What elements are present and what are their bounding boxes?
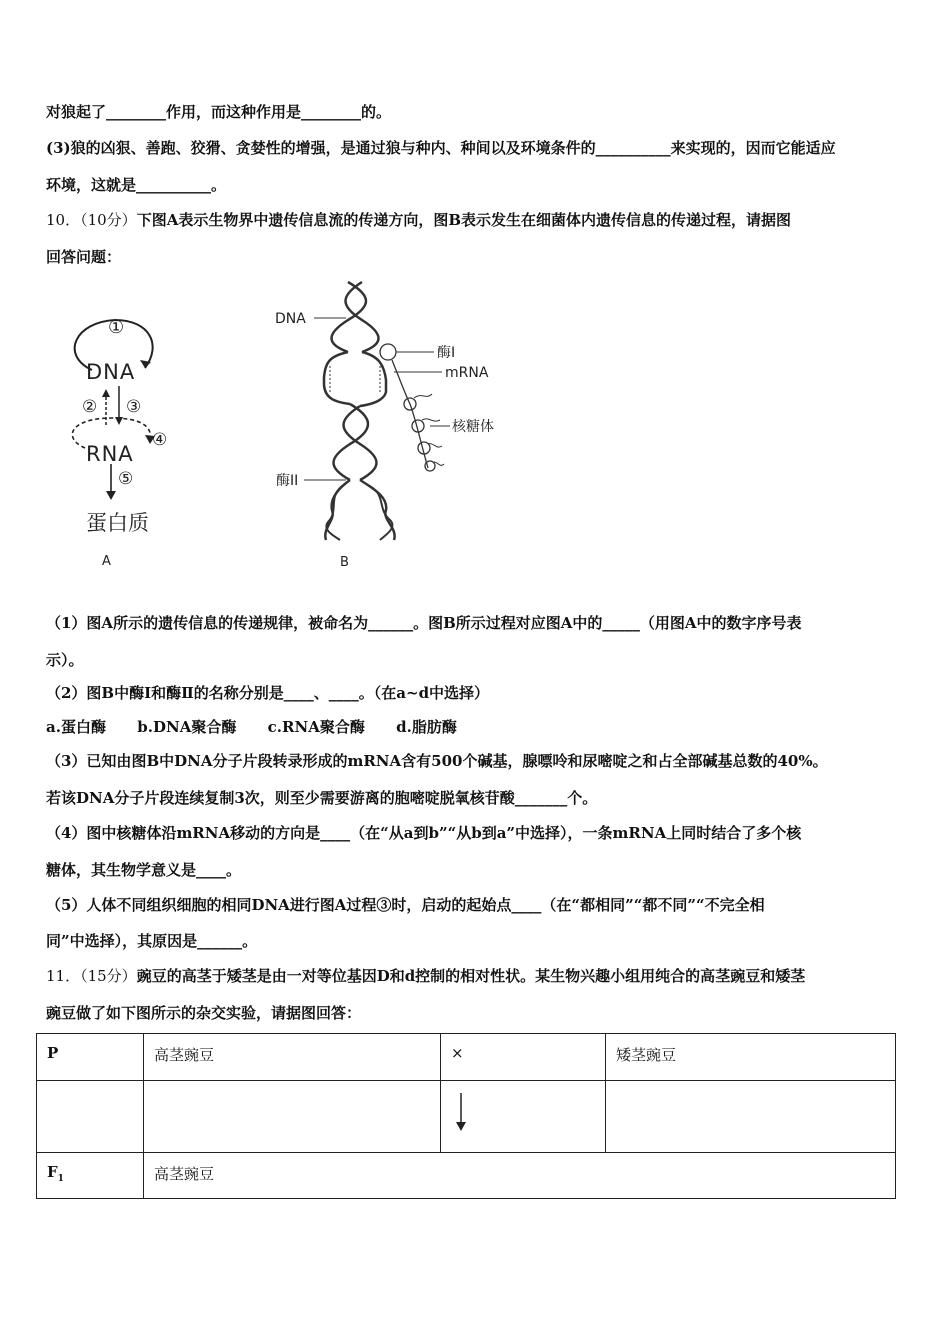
q10-part-3-cont: 若该DNA分子片段连续复制3次，则至少需要游离的胞嘧啶脱氧核苷酸_______个。 <box>46 789 598 807</box>
q10-part-5: （5）人体不同组织细胞的相同DNA进行图A过程③时，启动的起始点____（在“都相同”“都不同”“不完全相 <box>46 896 765 914</box>
label-mrna: mRNA <box>445 365 489 381</box>
label-1: ① <box>108 317 125 338</box>
text-line-3: 环境，这就是__________。 <box>46 176 227 194</box>
cell-p-tall: 高茎豌豆 <box>144 1034 441 1081</box>
label-protein: 蛋白质 <box>86 511 149 535</box>
mrna-strand <box>392 360 428 468</box>
label-2: ② <box>82 397 98 417</box>
q10-part-4: （4）图中核糖体沿mRNA移动的方向是____（在“从a到b”“从b到a”中选择），一条mRNA上同时结合了多个核 <box>46 824 802 842</box>
question-11-text: 豌豆的高茎于矮茎是由一对等位基因D和d控制的相对性状。某生物兴趣小组用纯合的高茎豌豆和矮茎 <box>136 967 806 985</box>
cross-experiment-table <box>36 1033 896 1199</box>
cell-arrow <box>441 1081 606 1153</box>
label-enzyme-i: 酶I <box>437 345 456 361</box>
question-10-stem-2: 回答问题： <box>46 248 122 266</box>
question-11-stem-2: 豌豆做了如下图所示的杂交实验，请据图回答： <box>46 1004 362 1022</box>
q10-part-5-cont: 同”中选择），其原因是______。 <box>46 932 258 950</box>
q10-part-4-cont: 糖体，其生物学意义是____。 <box>46 861 242 879</box>
cell-cross: × <box>441 1034 606 1081</box>
label-ribosome: 核糖体 <box>452 419 494 435</box>
q10-part-1-cont: 示）。 <box>46 651 84 669</box>
caption-b: B <box>340 555 349 570</box>
replication-bubble-left <box>324 352 350 404</box>
label-dna: DNA <box>86 360 136 384</box>
question-10-stem <box>46 209 791 230</box>
cell-f1-value: 高茎豌豆 <box>144 1153 896 1199</box>
polypeptide-chains <box>414 394 444 465</box>
label-enzyme-ii: 酶II <box>276 473 299 489</box>
enzyme-i <box>380 344 396 360</box>
table-row-p <box>37 1034 896 1081</box>
text-line-2: (3)狼的凶狠、善跑、狡猾、贪婪性的增强，是通过狼与种内、种间以及环境条件的__________来实现的，因而它能适应 <box>46 139 836 157</box>
label-3: ③ <box>126 397 142 417</box>
dna-strand-mid-2 <box>344 406 377 480</box>
replication-bubble-right <box>360 352 386 406</box>
question-11-stem <box>46 965 805 986</box>
cell-p-short: 矮茎豌豆 <box>606 1034 896 1081</box>
text-line-1: 对狼起了________作用，而这种作用是________的。 <box>46 103 392 121</box>
caption-a: A <box>102 554 111 569</box>
table-row-arrow <box>37 1081 896 1153</box>
label-5: ⑤ <box>118 469 134 489</box>
label-rna: RNA <box>86 442 134 466</box>
q10-part-2-options: a.蛋白酶 b.DNA聚合酶 c.RNA聚合酶 d.脂肪酶 <box>46 718 457 736</box>
figure-genetic-information <box>0 268 950 588</box>
figure-b <box>304 282 450 540</box>
question-11-number: 11．（15分） <box>46 967 137 985</box>
label-b-dna: DNA <box>275 311 306 327</box>
question-10-number: 10．（10分） <box>46 211 137 229</box>
down-arrow-icon <box>451 1091 471 1133</box>
dna-strand-mid-1 <box>334 404 369 480</box>
cell-p-label: P <box>37 1034 144 1081</box>
daughter-strand-left-2 <box>326 484 345 540</box>
question-10-text: 下图A表示生物界中遗传信息流的传递方向，图B表示发生在细菌体内遗传信息的传递过程，请据图 <box>136 211 792 229</box>
cell-f1-label: $F_1$ <box>37 1153 144 1199</box>
q10-part-3: （3）已知由图B中DNA分子片段转录形成的mRNA含有500个碱基，腺嘌呤和尿嘧啶之和占全部碱基总数的40%。 <box>46 752 828 770</box>
table-row-f1 <box>37 1153 896 1199</box>
figure-a <box>72 317 167 569</box>
q10-part-2: （2）图B中酶Ⅰ和酶Ⅱ的名称分别是____、____。（在a~d中选择） <box>46 684 490 702</box>
label-4: ④ <box>152 430 168 450</box>
q10-part-1: （1）图A所示的遗传信息的传递规律，被命名为______。图B所示过程对应图A中的_____（用图A中的数字序号表 <box>46 614 802 632</box>
ribosome-4 <box>425 461 435 471</box>
